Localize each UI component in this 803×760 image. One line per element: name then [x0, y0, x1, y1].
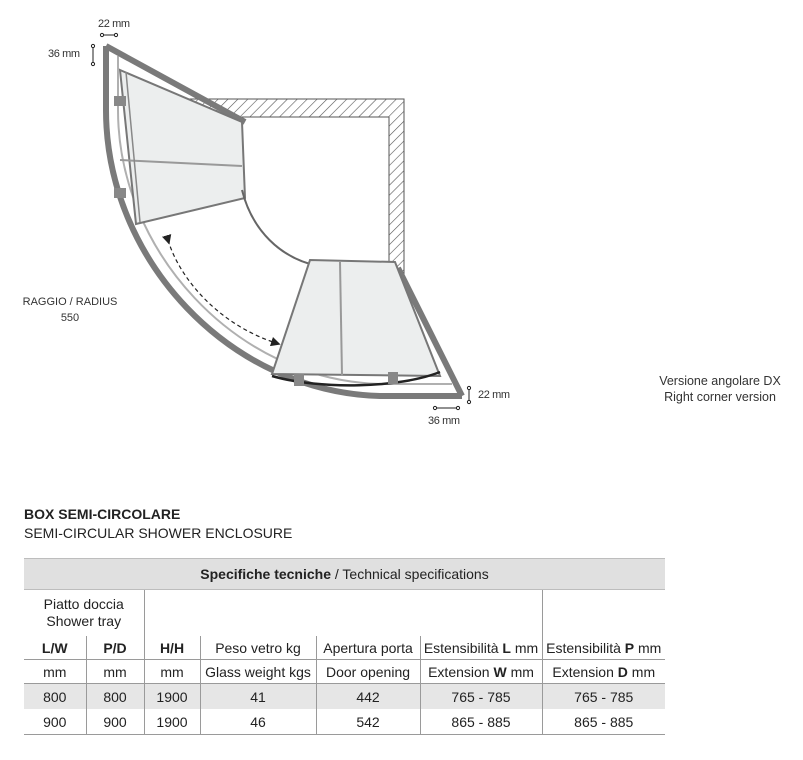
- unit-opening: Door opening: [316, 660, 420, 684]
- header-separator: /: [331, 566, 343, 582]
- label-pd: P/D: [103, 639, 127, 656]
- radius-label: [15, 294, 125, 326]
- table-header-row: [24, 559, 665, 590]
- label-opening: Apertura porta: [316, 636, 420, 660]
- label-extension-l: Estensibilità L mm: [420, 636, 542, 660]
- version-english: Right corner version: [664, 390, 776, 404]
- label-hh: H/H: [159, 639, 185, 656]
- shower-tray-label: [24, 590, 144, 637]
- tray-row: [24, 590, 665, 637]
- table-header: [24, 559, 665, 590]
- version-italian: Versione angolare DX: [659, 374, 781, 388]
- table-row: 900 900 1900 46 542 865 - 885 865 - 885: [24, 709, 665, 735]
- label-row: [24, 636, 665, 660]
- dim-bottom-height: 22 mm: [478, 389, 510, 401]
- lower-door-panel: [272, 260, 440, 386]
- header-italian: Specifiche tecniche: [200, 566, 331, 582]
- version-label: [645, 373, 795, 405]
- header-english: Technical specifications: [342, 566, 489, 582]
- table-row: 800 800 1900 41 442 765 - 785 765 - 785: [24, 684, 665, 710]
- unit-weight: Glass weight kgs: [200, 660, 316, 684]
- unit-pd: mm: [86, 660, 144, 684]
- opening-arrow: [168, 240, 276, 343]
- product-title: BOX SEMI-CIRCOLARE: [24, 506, 181, 522]
- tray-english: Shower tray: [46, 613, 122, 629]
- unit-extension-d: Extension D mm: [542, 660, 665, 684]
- label-lw: L/W: [41, 639, 68, 656]
- inner-rail: [242, 190, 318, 266]
- unit-extension-w: Extension W mm: [420, 660, 542, 684]
- dim-top-width: 22 mm: [98, 18, 130, 30]
- specifications-table: [24, 558, 665, 735]
- label-weight: Peso vetro kg: [200, 636, 316, 660]
- label-extension-p: Estensibilità P mm: [542, 636, 665, 660]
- upper-door-panel: [114, 70, 245, 224]
- unit-lw: mm: [24, 660, 86, 684]
- dim-top-height: 36 mm: [48, 48, 80, 60]
- radius-title: RAGGIO / RADIUS: [22, 296, 118, 308]
- tray-italian: Piatto doccia: [43, 596, 124, 612]
- unit-row: [24, 660, 665, 684]
- unit-hh: mm: [144, 660, 200, 684]
- radius-value: 550: [60, 312, 80, 324]
- dim-bottom-width: 36 mm: [428, 415, 460, 427]
- product-subtitle: SEMI-CIRCULAR SHOWER ENCLOSURE: [24, 525, 293, 541]
